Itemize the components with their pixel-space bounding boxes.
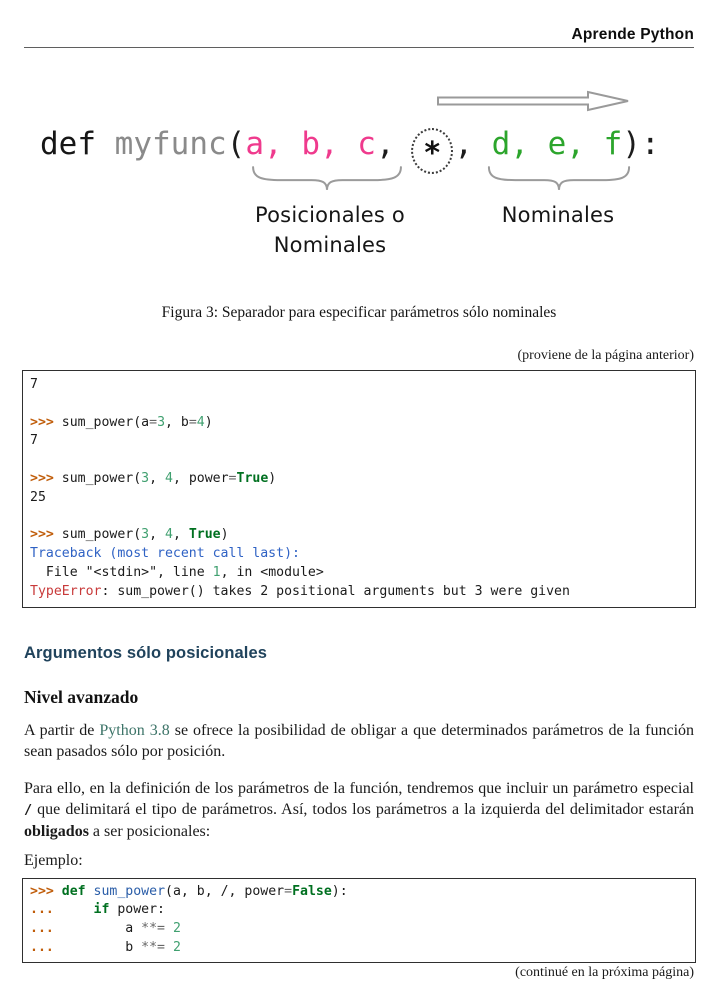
- figure-diagram: [0, 48, 718, 270]
- token-plain: ):: [331, 883, 348, 899]
- token-prompt: ...: [30, 902, 62, 918]
- paragraph-intro: [24, 720, 694, 762]
- token-plain: 25: [30, 489, 46, 505]
- inline-run-code: /: [24, 801, 33, 818]
- underbrace-left-icon: [250, 166, 404, 192]
- fig-run-star: *: [411, 128, 453, 174]
- token-num: 2: [172, 939, 181, 955]
- fig-run-k: def: [40, 126, 96, 162]
- token-kw: def: [61, 883, 86, 899]
- figure-label-positional: [212, 200, 448, 260]
- token-plain: ): [268, 470, 277, 486]
- token-plain: ,: [149, 470, 166, 486]
- token-num: 1: [212, 564, 221, 580]
- inline-run-bold: obligados: [24, 822, 89, 840]
- token-plain: a: [61, 921, 142, 937]
- token-num: 3: [157, 414, 166, 430]
- code-line: [30, 920, 688, 939]
- code-line: [30, 395, 688, 414]
- token-tb: Traceback (most recent call last):: [30, 546, 300, 562]
- code-line: [30, 489, 688, 508]
- token-plain: ,: [149, 527, 166, 543]
- token-kw: if: [93, 902, 110, 918]
- example-code-block: [22, 878, 696, 963]
- token-num: 3: [141, 470, 150, 486]
- token-plain: [30, 396, 38, 411]
- token-plain: ): [220, 527, 229, 543]
- inline-run-plain: A partir de: [24, 721, 100, 739]
- token-prompt: >>>: [30, 414, 62, 430]
- code-line: [30, 901, 688, 920]
- figure-code-line: [40, 114, 660, 174]
- code-line: [30, 583, 688, 602]
- token-plain: , b: [165, 414, 189, 430]
- token-op: **=: [141, 939, 165, 955]
- token-prompt: ...: [30, 921, 62, 937]
- code-line: [30, 508, 688, 527]
- token-plain: [86, 884, 94, 899]
- fig-run-pink: a, b, c: [245, 126, 376, 162]
- token-plain: , power: [172, 470, 229, 486]
- page-header: [0, 0, 718, 44]
- token-kw: True: [236, 470, 269, 486]
- code-line: [30, 545, 688, 564]
- code-line: [30, 376, 688, 395]
- token-op: =: [149, 414, 158, 430]
- section-heading: Argumentos sólo posicionales: [24, 643, 268, 662]
- token-plain: [165, 940, 173, 955]
- token-plain: ): [204, 414, 213, 430]
- token-prompt: ...: [30, 939, 62, 955]
- fig-run-p: [96, 126, 115, 162]
- token-num: 2: [172, 921, 181, 937]
- fig-run-p: ,: [375, 126, 414, 162]
- figure-label-positional-line2: Nominales: [273, 233, 387, 257]
- subsection-heading: Nivel avanzado: [24, 686, 139, 707]
- code-line: [30, 564, 688, 583]
- token-plain: : sum_power() takes 2 positional arguments but 3 were given: [101, 583, 570, 599]
- token-num: 4: [196, 414, 205, 430]
- code-line: [30, 939, 688, 958]
- code-line: [30, 451, 688, 470]
- token-plain: b: [61, 939, 142, 955]
- token-plain: sum_power(: [61, 470, 142, 486]
- example-label: Ejemplo:: [24, 851, 83, 869]
- python-3-8-link[interactable]: Python 3.8: [99, 721, 170, 739]
- code-line: [30, 883, 688, 902]
- token-plain: 7: [30, 377, 38, 392]
- token-plain: power:: [109, 902, 165, 918]
- fig-run-green: d, e, f: [491, 126, 623, 162]
- figure-caption: Figura 3: Separador para especificar parámetros sólo nominales: [161, 304, 557, 321]
- token-plain: [165, 921, 173, 936]
- fig-run-p: ,: [454, 126, 492, 162]
- token-plain: sum_power(: [61, 527, 142, 543]
- token-kw: True: [188, 527, 221, 543]
- fig-run-p: ):: [622, 126, 660, 162]
- token-plain: , in <module>: [220, 564, 324, 580]
- token-plain: ,: [172, 527, 189, 543]
- figure-label-positional-line1: Posicionales o: [255, 203, 405, 227]
- figure-label-nominal: Nominales: [501, 203, 615, 227]
- token-plain: sum_power(a: [61, 414, 150, 430]
- fig-run-p: (: [226, 126, 246, 162]
- continuation-note-bottom: (continué en la próxima página): [515, 964, 694, 980]
- token-prompt: >>>: [30, 527, 62, 543]
- token-prompt: >>>: [30, 470, 62, 486]
- token-fn: sum_power: [93, 883, 166, 899]
- token-plain: [30, 452, 38, 467]
- token-op: =: [188, 414, 197, 430]
- continuation-note-top: (proviene de la página anterior): [517, 348, 694, 363]
- code-line: [30, 414, 688, 433]
- code-line: [30, 526, 688, 545]
- token-num: 4: [165, 470, 173, 486]
- inline-run-plain: que delimitará el tipo de parámetros. Así, todos los parámetros a la izquierda del delimitador estarán: [32, 800, 694, 818]
- token-plain: (a, b, /, power: [165, 883, 285, 899]
- console-code-block: [22, 370, 696, 608]
- code-line: [30, 470, 688, 489]
- token-plain: [30, 509, 38, 524]
- inline-run-plain: Para ello, en la definición de los parámetros de la función, tendremos que incluir un parámetro especial: [24, 779, 694, 797]
- underbrace-right-icon: [486, 166, 632, 192]
- token-plain: [62, 902, 94, 917]
- inline-run-plain: se ofrece la posibilidad de obligar a que determinados parámetros de la función sean pasados sólo por posición.: [24, 721, 695, 760]
- fig-run-fn: myfunc: [114, 126, 227, 162]
- page-header-title: Aprende Python: [571, 26, 694, 43]
- token-num: 3: [141, 527, 150, 543]
- token-op: =: [284, 883, 293, 899]
- token-plain: File "<stdin>", line: [30, 564, 213, 580]
- code-line: [30, 432, 688, 451]
- token-prompt: >>>: [30, 883, 62, 899]
- right-arrow-icon: [437, 90, 631, 112]
- token-plain: 7: [30, 433, 38, 449]
- token-kw: False: [292, 883, 332, 899]
- inline-run-plain: a ser posicionales:: [88, 822, 211, 840]
- token-err: TypeError: [30, 583, 102, 599]
- token-op: =: [228, 470, 237, 486]
- token-num: 4: [165, 527, 173, 543]
- token-op: **=: [141, 921, 165, 937]
- paragraph-detail: [24, 778, 694, 842]
